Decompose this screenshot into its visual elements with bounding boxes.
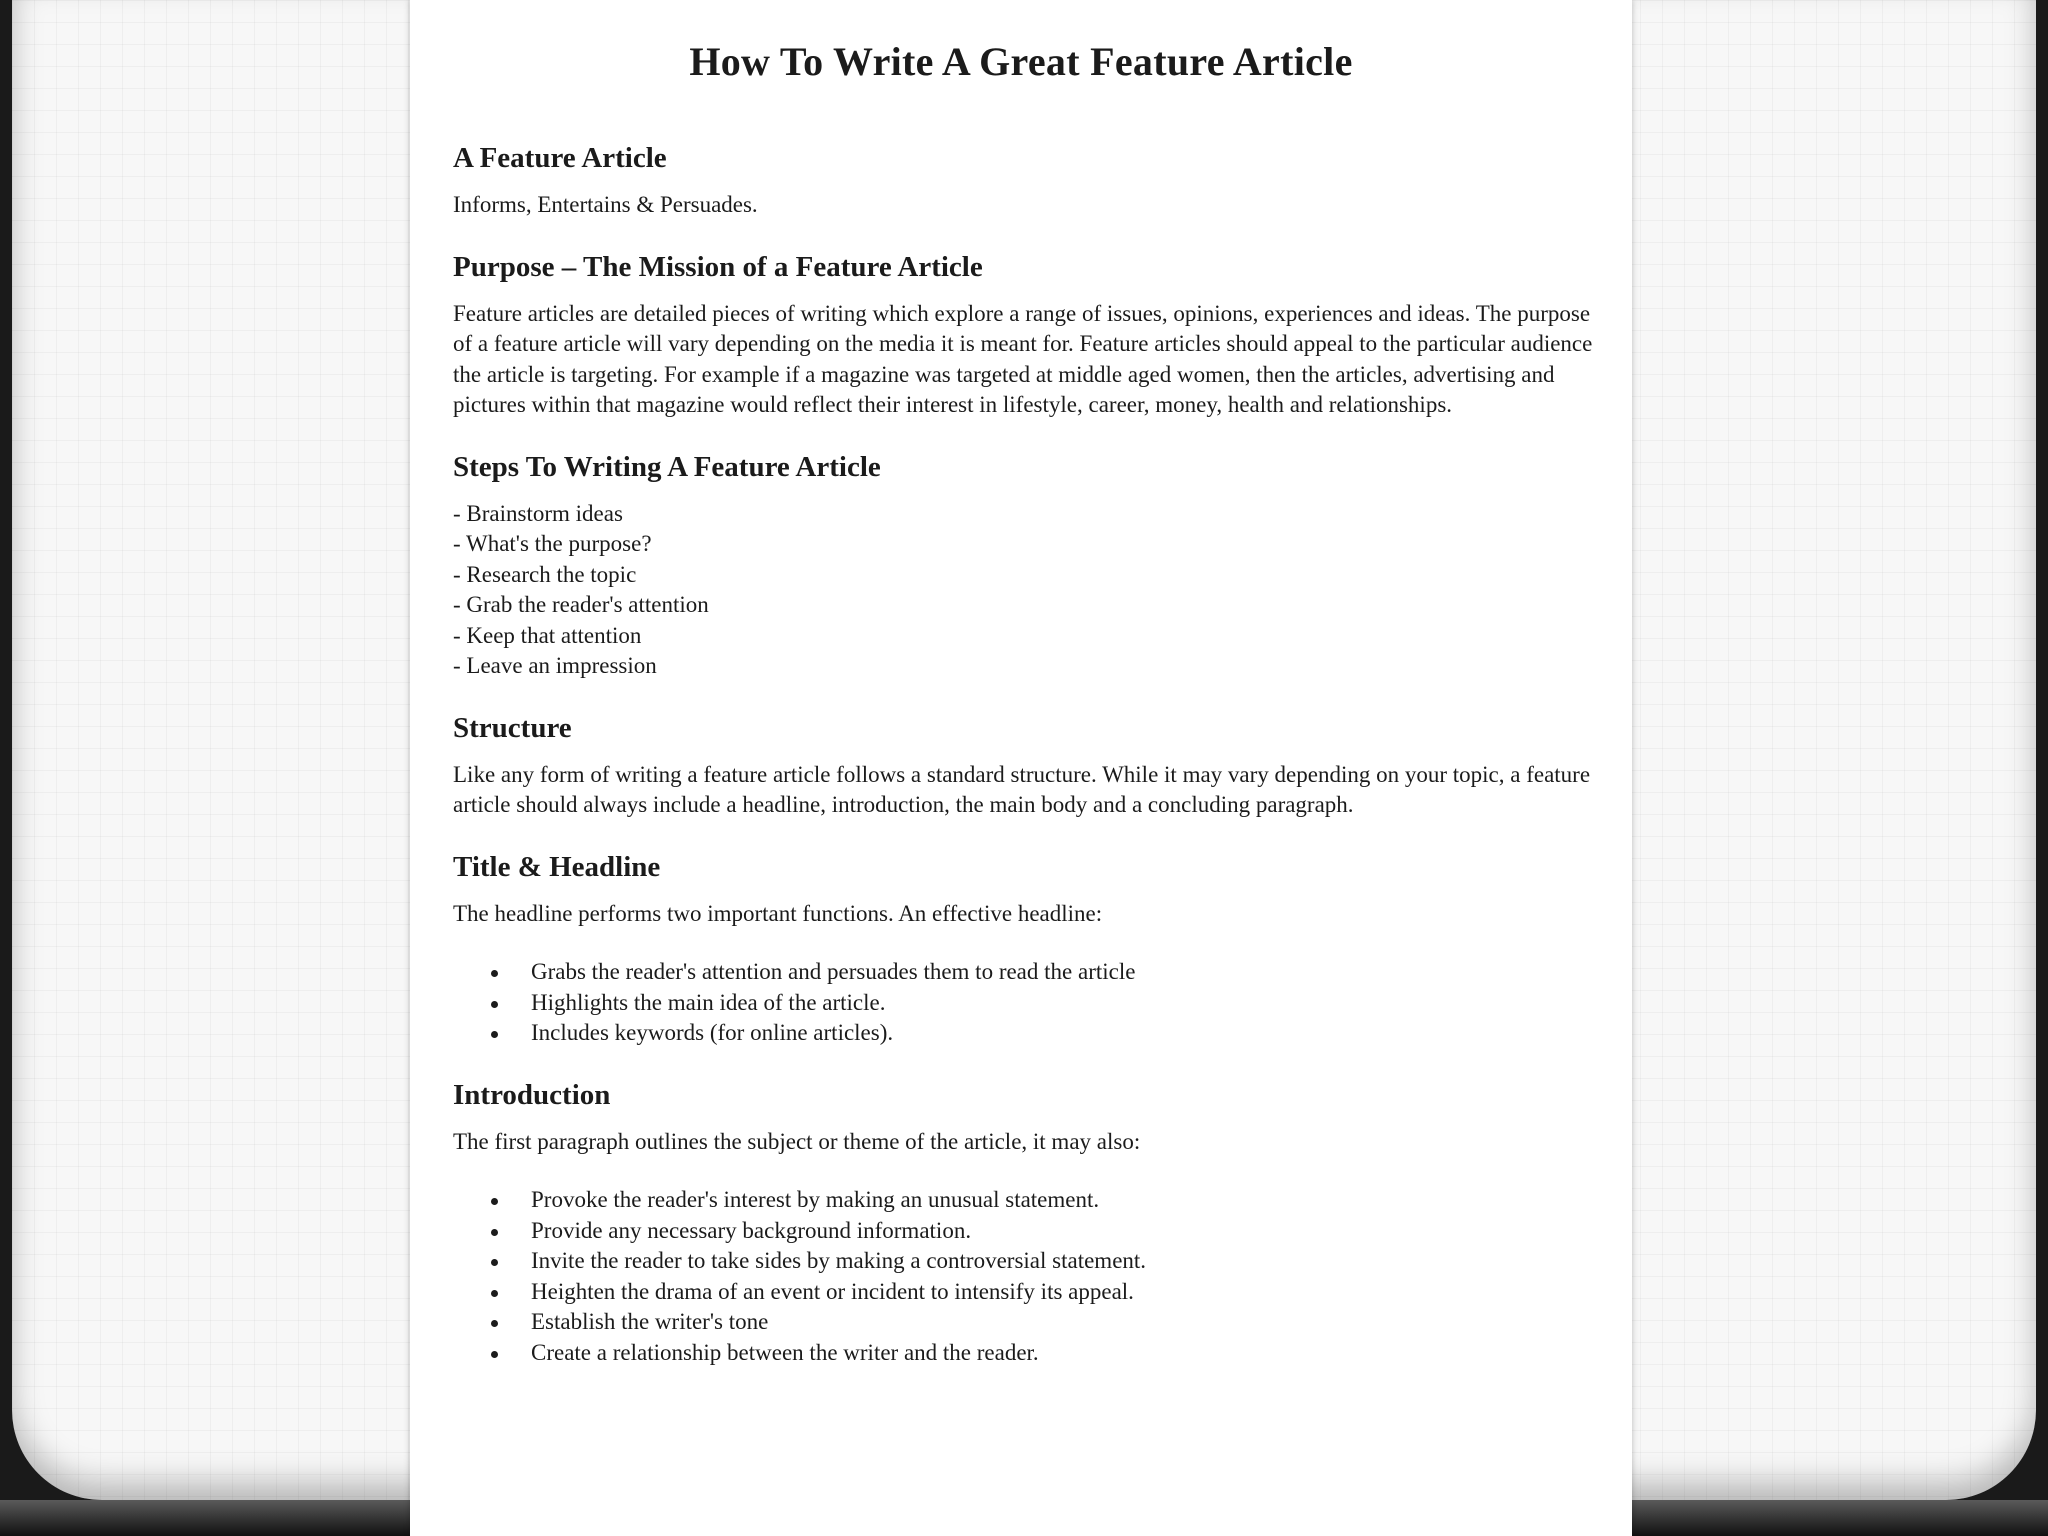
- list-item-text: Establish the writer's tone: [531, 1309, 769, 1334]
- section-heading: Purpose – The Mission of a Feature Article: [453, 250, 983, 283]
- section-paragraph: The first paragraph outlines the subject or theme of the article, it may also:: [453, 1128, 1141, 1154]
- list-item: [491, 1185, 1593, 1216]
- bullet-icon: [491, 1031, 498, 1038]
- section-heading: Title & Headline: [453, 850, 661, 883]
- section-heading: Steps To Writing A Feature Article: [453, 450, 881, 483]
- list-item: [491, 1338, 1593, 1369]
- list-item-text: Invite the reader to take sides by making a controversial statement.: [531, 1248, 1147, 1273]
- list-item: - Leave an impression: [453, 653, 657, 678]
- section-heading: Introduction: [453, 1078, 611, 1111]
- headline-bullet-list: [491, 957, 1593, 1049]
- section-title-headline: [453, 849, 1593, 1049]
- list-item: - What's the purpose?: [453, 531, 652, 556]
- section-steps: [453, 449, 1593, 682]
- list-item-text: Grabs the reader's attention and persuades them to read the article: [531, 959, 1136, 984]
- section-introduction: [453, 1077, 1593, 1369]
- section-purpose: [453, 249, 1593, 421]
- scanned-document-page: [410, 0, 1632, 1536]
- list-item: - Brainstorm ideas: [453, 500, 623, 526]
- list-item-text: Includes keywords (for online articles).: [531, 1020, 894, 1045]
- list-item: [491, 1307, 1593, 1338]
- section-feature-article: [453, 140, 1593, 221]
- section-paragraph: Like any form of writing a feature article follows a standard structure. While it may vary depending on your topic, a feature article should always include a headline, introduction, the main body and a concluding paragraph.: [453, 761, 1591, 817]
- bullet-icon: [491, 1290, 498, 1297]
- document-content: [453, 140, 1593, 1396]
- list-item: - Grab the reader's attention: [453, 592, 709, 617]
- section-heading: A Feature Article: [453, 142, 667, 174]
- bullet-icon: [491, 1320, 498, 1327]
- list-item: [491, 988, 1593, 1019]
- section-paragraph: Feature articles are detailed pieces of writing which explore a range of issues, opinions, experiences and ideas. The purpose of a feature article will vary depending on the media it is meant for. Feature articles should appeal to the particular audience the article is targeting. For example if a magazine was targeted at middle aged women, then the articles, advertising and pictures within that magazine would reflect their interest in lifestyle, career, money, health and relationships.: [453, 300, 1593, 417]
- list-item: [491, 1018, 1593, 1049]
- section-heading: Structure: [453, 711, 572, 744]
- list-item: - Keep that attention: [453, 622, 642, 648]
- list-item-text: Heighten the drama of an event or incident to intensify its appeal.: [531, 1278, 1134, 1304]
- list-item: [491, 1277, 1593, 1308]
- bullet-icon: [491, 1229, 498, 1236]
- bullet-icon: [491, 1259, 498, 1266]
- bullet-icon: [491, 1001, 498, 1008]
- introduction-bullet-list: [491, 1185, 1593, 1368]
- section-structure: [453, 710, 1593, 821]
- list-item-text: Provide any necessary background information.: [531, 1217, 972, 1243]
- section-paragraph: Informs, Entertains & Persuades.: [453, 192, 758, 217]
- bullet-icon: [491, 1198, 498, 1205]
- list-item: [491, 1216, 1593, 1247]
- list-item-text: Provoke the reader's interest by making an unusual statement.: [531, 1187, 1100, 1212]
- steps-list: [453, 499, 1593, 682]
- list-item: [491, 1246, 1593, 1277]
- page-title: How To Write A Great Feature Article: [689, 39, 1353, 84]
- bullet-icon: [491, 970, 498, 977]
- list-item: [491, 957, 1593, 988]
- list-item-text: Create a relationship between the writer and the reader.: [531, 1339, 1039, 1365]
- list-item-text: Highlights the main idea of the article.: [531, 989, 886, 1015]
- section-paragraph: The headline performs two important functions. An effective headline:: [453, 900, 1103, 926]
- list-item: - Research the topic: [453, 561, 637, 587]
- bullet-icon: [491, 1351, 498, 1358]
